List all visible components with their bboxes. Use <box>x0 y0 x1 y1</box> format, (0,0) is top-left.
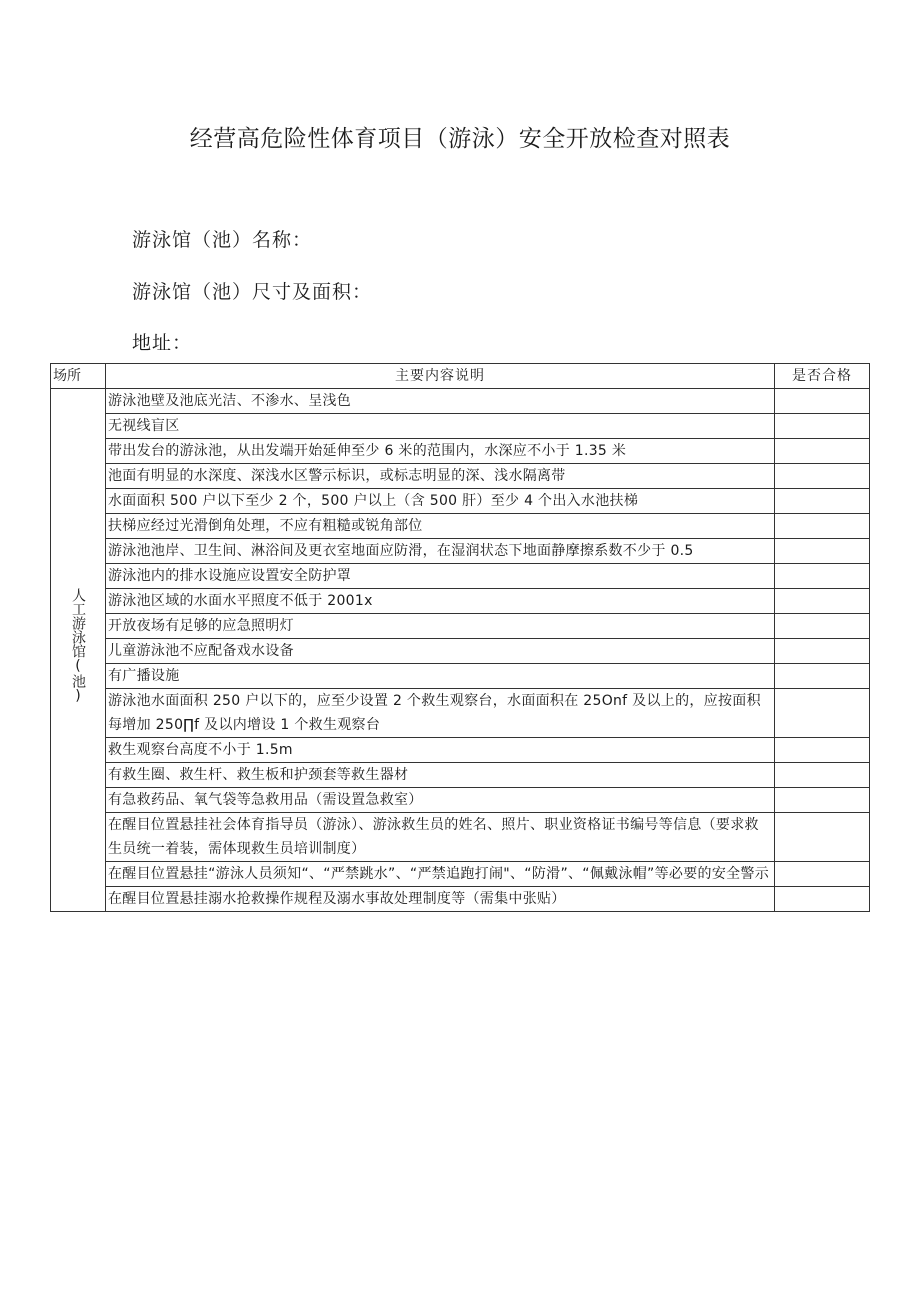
content-cell: 游泳池内的排水设施应设置安全防护罩 <box>106 564 775 589</box>
pool-size-label: 游泳馆（池）尺寸及面积： <box>132 281 373 303</box>
pass-cell[interactable] <box>775 514 870 539</box>
table-row <box>51 813 870 862</box>
content-cell: 在醒目位置悬挂“游泳人员须知“、“严禁跳水”、“严禁追跑打闹"、“防滑”、“佩戴泳帽”等必要的安全警示 <box>106 862 775 887</box>
content-cell: 有救生圈、救生杆、救生板和护颈套等救生器材 <box>106 763 775 788</box>
pass-cell[interactable] <box>775 489 870 514</box>
pass-cell[interactable] <box>775 689 870 738</box>
table-row <box>51 788 870 813</box>
pass-cell[interactable] <box>775 439 870 464</box>
table-row <box>51 639 870 664</box>
pass-cell[interactable] <box>775 788 870 813</box>
content-cell: 开放夜场有足够的应急照明灯 <box>106 614 775 639</box>
pass-cell[interactable] <box>775 639 870 664</box>
content-cell: 在醒目位置悬挂社会体育指导员（游泳）、游泳救生员的姓名、照片、职业资格证书编号等信息（要求救生员统一着装，需体现救生员培训制度） <box>106 813 775 862</box>
table-row <box>51 564 870 589</box>
content-cell: 在醒目位置悬挂溺水抢救操作规程及溺水事故处理制度等（需集中张贴） <box>106 887 775 912</box>
content-cell: 水面面积 500 户以下至少 2 个，500 户以上（含 500 肝）至少 4 个出入水池扶梯 <box>106 489 775 514</box>
pass-cell[interactable] <box>775 564 870 589</box>
table-row <box>51 464 870 489</box>
header-pass: 是否合格 <box>775 364 870 389</box>
header-place: 场所 <box>51 364 106 389</box>
table-body <box>51 389 870 912</box>
table-row <box>51 862 870 887</box>
pass-cell[interactable] <box>775 664 870 689</box>
pass-cell[interactable] <box>775 389 870 414</box>
table-row <box>51 589 870 614</box>
content-cell: 游泳池壁及池底光洁、不渗水、呈浅色 <box>106 389 775 414</box>
inspection-table <box>50 363 870 912</box>
table-row <box>51 887 870 912</box>
table-row <box>51 539 870 564</box>
table-row <box>51 689 870 738</box>
content-cell: 游泳池区域的水面水平照度不低于 2001x <box>106 589 775 614</box>
header-content: 主要内容说明 <box>106 364 775 389</box>
table-row <box>51 738 870 763</box>
table-row <box>51 514 870 539</box>
content-cell: 无视线盲区 <box>106 414 775 439</box>
address-label: 地址： <box>132 332 193 354</box>
content-cell: 有广播设施 <box>106 664 775 689</box>
table-row <box>51 414 870 439</box>
content-cell: 扶梯应经过光滑倒角处理，不应有粗糙或锐角部位 <box>106 514 775 539</box>
pass-cell[interactable] <box>775 887 870 912</box>
pass-cell[interactable] <box>775 763 870 788</box>
table-row <box>51 439 870 464</box>
pass-cell[interactable] <box>775 614 870 639</box>
pass-cell[interactable] <box>775 464 870 489</box>
content-cell: 救生观察台高度不小于 1.5m <box>106 738 775 763</box>
pass-cell[interactable] <box>775 813 870 862</box>
place-label: 人工游泳馆(池) <box>70 588 86 704</box>
table-row <box>51 489 870 514</box>
pass-cell[interactable] <box>775 539 870 564</box>
table-row <box>51 664 870 689</box>
content-cell: 游泳池水面面积 250 户以下的，应至少设置 2 个救生观察台，水面面积在 25Onf 及以上的，应按面积每增加 250∏f 及以内增设 1 个救生观察台 <box>106 689 775 738</box>
pass-cell[interactable] <box>775 862 870 887</box>
table-row <box>51 763 870 788</box>
content-cell: 有急救药品、氧气袋等急救用品（需设置急救室） <box>106 788 775 813</box>
content-cell: 游泳池池岸、卫生间、淋浴间及更衣室地面应防滑，在湿润状态下地面静摩擦系数不少于 0.5 <box>106 539 775 564</box>
pass-cell[interactable] <box>775 414 870 439</box>
place-cell <box>51 389 106 912</box>
pass-cell[interactable] <box>775 589 870 614</box>
content-cell: 池面有明显的水深度、深浅水区警示标识，或标志明显的深、浅水隔离带 <box>106 464 775 489</box>
pass-cell[interactable] <box>775 738 870 763</box>
document-title: 经营高危险性体育项目（游泳）安全开放检查对照表 <box>189 126 731 152</box>
pool-name-label: 游泳馆（池）名称： <box>132 229 313 251</box>
table-header-row <box>51 364 870 389</box>
table-row <box>51 389 870 414</box>
table-row <box>51 614 870 639</box>
content-cell: 带出发台的游泳池，从出发端开始延伸至少 6 米的范围内，水深应不小于 1.35 米 <box>106 439 775 464</box>
content-cell: 儿童游泳池不应配备戏水设备 <box>106 639 775 664</box>
